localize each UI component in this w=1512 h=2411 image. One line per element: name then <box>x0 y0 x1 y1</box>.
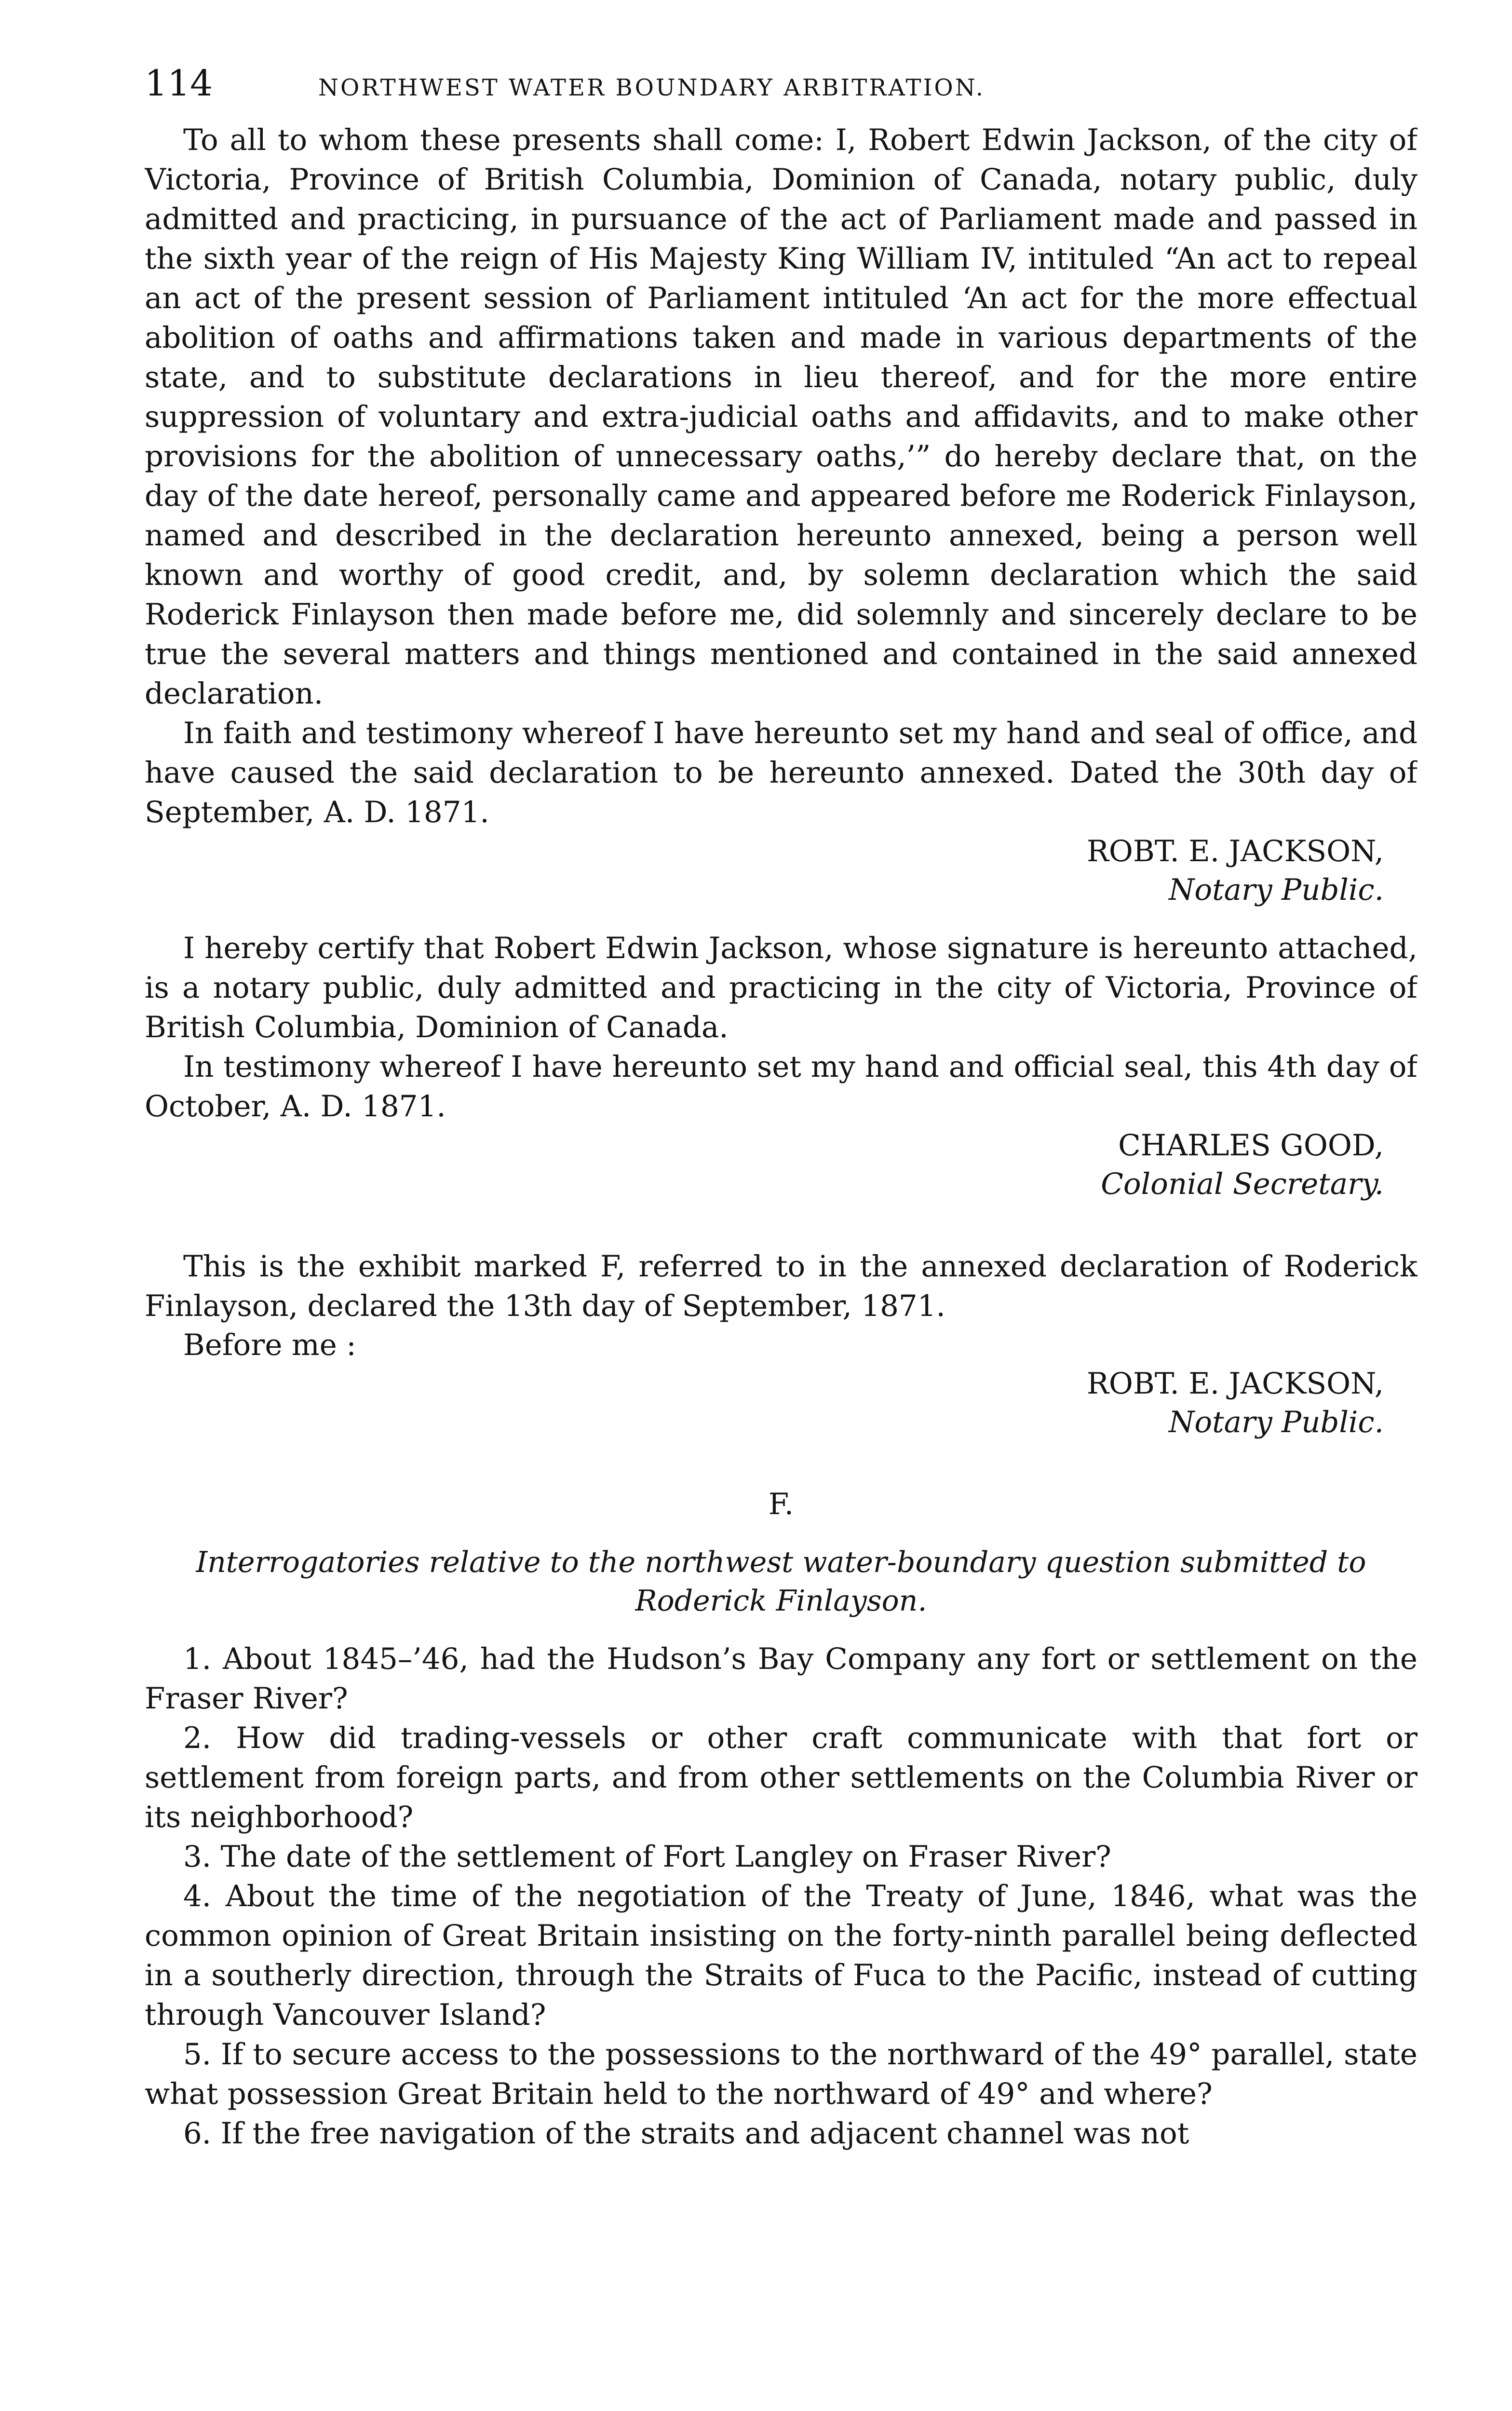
notary-signature-name: ROBT. E. JACKSON, <box>1087 834 1384 868</box>
notary-signature-title <box>145 871 1418 909</box>
spacer <box>145 1204 1418 1247</box>
exhibit-signature-title <box>145 1403 1418 1442</box>
section-letter: F. <box>768 1487 794 1521</box>
question-5: 5. If to secure access to the possessions to the northward of the 49° parallel, state what possession Great Britain held to the northward of 49° and where? <box>145 2037 1418 2111</box>
notarial-paragraph: To all to whom these presents shall come: I, Robert Edwin Jackson, of the city of Victoria, Province of British Columbia, Dominion of Canada, notary public, duly admitted and practicing, in pursuance of the act of Parliament made and passed in the sixth year of the reign of His Majesty King William IV, intituled “An act to repeal an act of the present session of Parliament intituled ‘An act for the more effectual abolition of oaths and affirmations taken and made in various departments of the state, and to substitute declarations in lieu thereof, and for the more entire suppression of voluntary and extra-judicial oaths and affidavits, and to make other provisions for the abolition of unnecessary oaths,’” do hereby declare that, on the day of the date hereof, personally came and appeared before me Roderick Finlayson, named and described in the declaration hereunto annexed, being a person well known and worthy of good credit, and, by solemn declaration which the said Roderick Finlayson then made before me, did solemnly and sincerely declare to be true the several matters and things mentioned and contained in the said annexed declaration. <box>145 123 1418 711</box>
question-6: 6. If the free navigation of the straits and adjacent channel was not <box>183 2116 1189 2151</box>
secretary-signature-title <box>145 1165 1418 1204</box>
certificate-paragraph: I hereby certify that Robert Edwin Jackson, whose signature is hereunto attached, is a notary public, duly admitted and practicing in the city of Victoria, Province of British Columbia, Dominion of Canada. <box>145 931 1418 1044</box>
exhibit-signature-name: ROBT. E. JACKSON, <box>1087 1367 1384 1401</box>
spacer <box>145 909 1418 929</box>
secretary-signature-name: CHARLES GOOD, <box>1118 1128 1384 1163</box>
spacer <box>145 1442 1418 1485</box>
before-me-line: Before me : <box>183 1328 356 1362</box>
page-number: 114 <box>145 63 213 104</box>
book-page <box>145 63 1418 2411</box>
question-4: 4. About the time of the negotiation of the Treaty of June, 1846, what was the common opinion of Great Britain insisting on the forty-ninth parallel being deflected in a southerly direction, through the Straits of Fuca to the Pacific, instead of cutting through Vancouver Island? <box>145 1879 1418 2032</box>
page-header <box>145 63 1418 121</box>
faith-paragraph: In faith and testimony whereof I have hereunto set my hand and seal of office, and have caused the said declaration to be hereunto annexed. Dated the 30th day of September, A. D. 1871. <box>145 716 1418 829</box>
secretary-title-text: Colonial Secretary. <box>1101 1167 1384 1201</box>
exhibit-title-text: Notary Public. <box>1169 1405 1384 1439</box>
question-3: 3. The date of the settlement of Fort Langley on Fraser River? <box>183 1840 1111 1874</box>
running-title: NORTHWEST WATER BOUNDARY ARBITRATION. <box>318 74 985 101</box>
testimony-paragraph: In testimony whereof I have hereunto set my hand and official seal, this 4th day of October, A. D. 1871. <box>145 1050 1418 1124</box>
section-heading: Interrogatories relative to the northwest water-boundary question submitted to Roderick Finlayson. <box>196 1545 1366 1618</box>
question-1: 1. About 1845–’46, had the Hudson’s Bay Company any fort or settlement on the Fraser River? <box>145 1642 1418 1716</box>
spacer <box>145 1524 1418 1543</box>
question-2: 2. How did trading-vessels or other craft communicate with that fort or settlement from foreign parts, and from other settlements on the Columbia River or its neighborhood? <box>145 1721 1418 1834</box>
notary-title-text: Notary Public. <box>1169 873 1384 907</box>
exhibit-paragraph: This is the exhibit marked F, referred to in the annexed declaration of Roderick Finlayson, declared the 13th day of September, 1871. <box>145 1249 1418 1323</box>
